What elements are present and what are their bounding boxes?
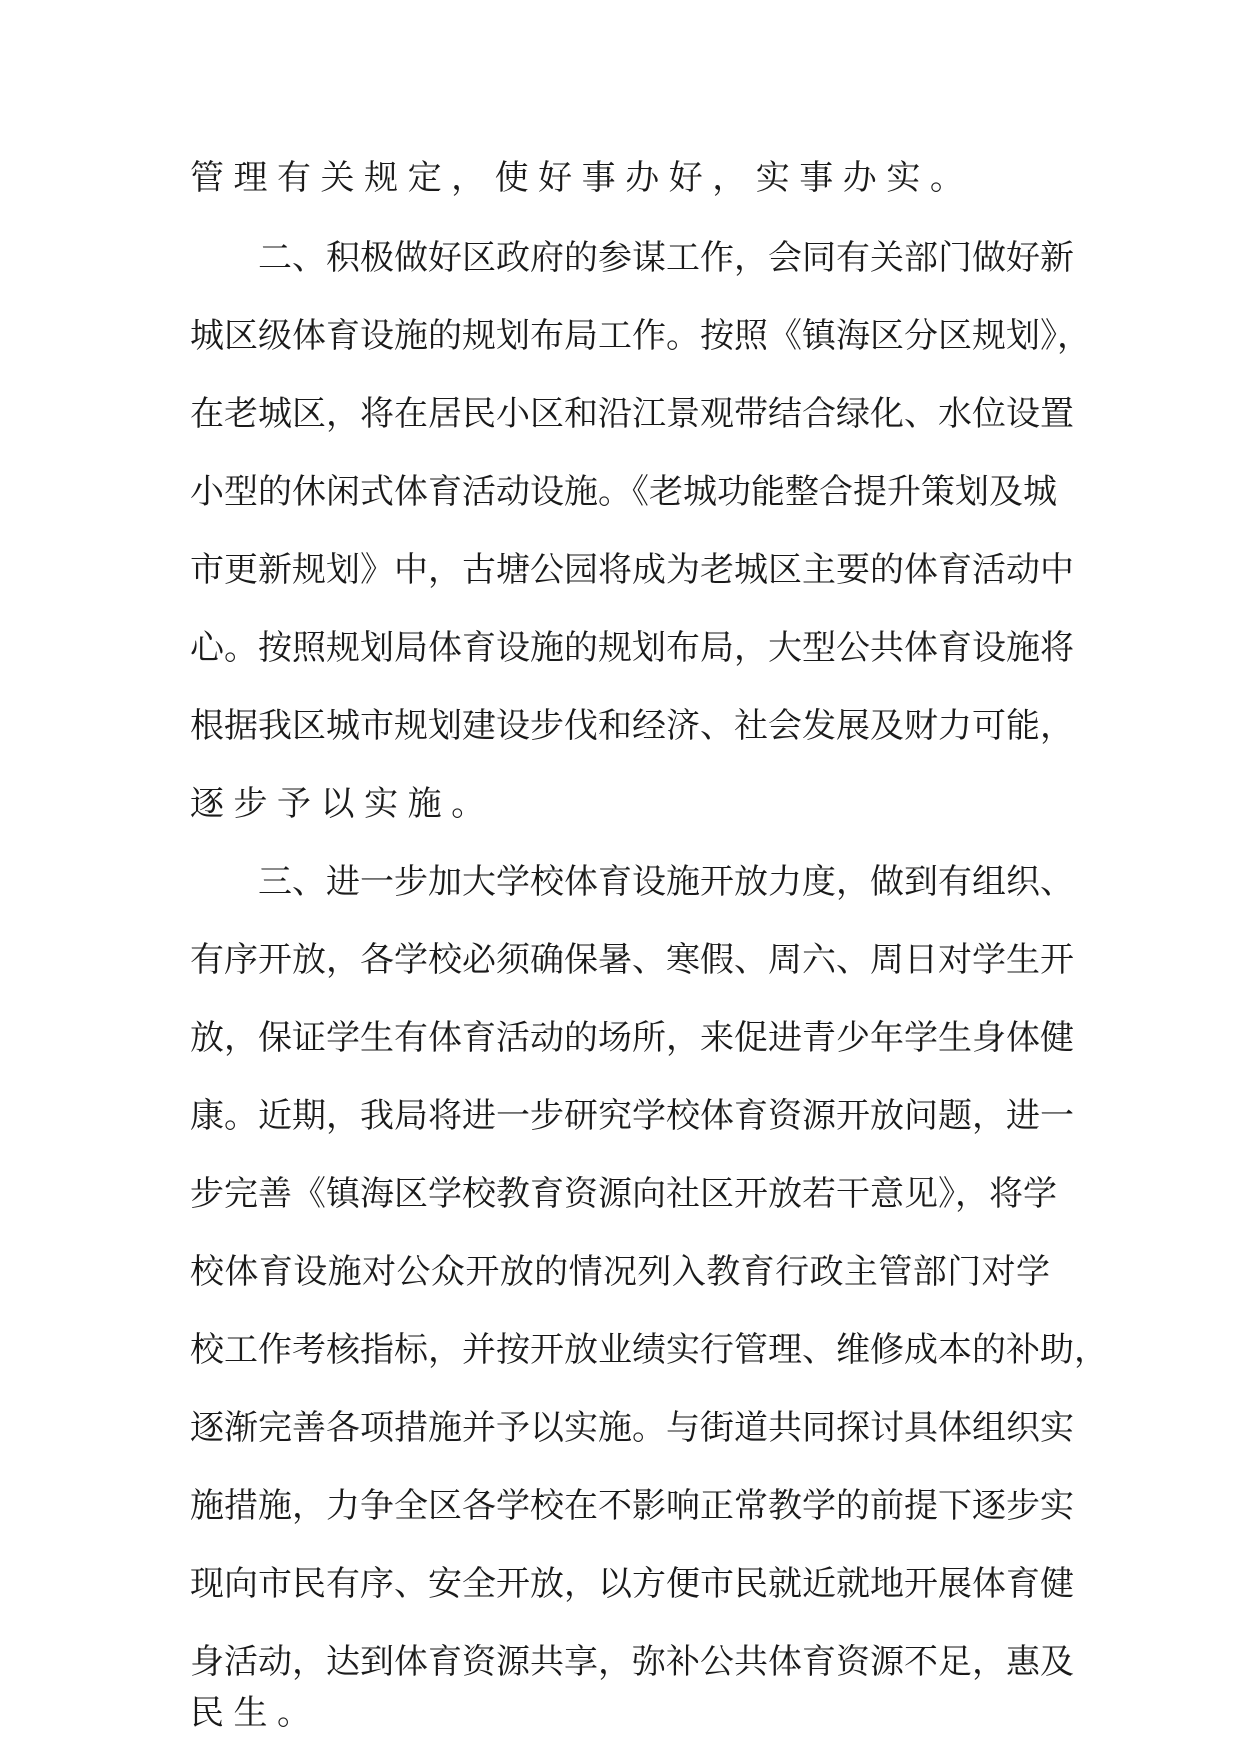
paragraph-3-line-10: 现向市民有序、安全开放，以方便市民就近就地开展体育健 [190,1564,1074,1604]
paragraph-3-line-4: 康。近期，我局将进一步研究学校体育资源开放问题，进一 [190,1096,1074,1136]
paragraph-3-line-7: 校工作考核指标，并按开放业绩实行管理、维修成本的补助， [190,1330,1108,1370]
paragraph-1-line-1: 管理有关规定，使好事办好，实事办实。 [190,158,974,198]
paragraph-2-line-2: 城区级体育设施的规划布局工作。按照《镇海区分区规划》， [190,316,1091,356]
paragraph-3-line-12: 民生。 [190,1693,321,1733]
paragraph-2-line-3: 在老城区，将在居民小区和沿江景观带结合绿化、水位设置 [190,394,1074,434]
paragraph-3-line-11: 身活动，达到体育资源共享，弥补公共体育资源不足，惠及 [190,1642,1074,1682]
paragraph-2-line-6: 心。按照规划局体育设施的规划布局，大型公共体育设施将 [190,628,1074,668]
paragraph-2-line-5: 市更新规划》中，古塘公园将成为老城区主要的体育活动中 [190,550,1074,590]
paragraph-3-line-6: 校体育设施对公众开放的情况列入教育行政主管部门对学 [190,1252,1050,1292]
paragraph-2-line-8: 逐步予以实施。 [190,784,495,824]
paragraph-2-line-1: 二、积极做好区政府的参谋工作，会同有关部门做好新 [258,238,1074,278]
paragraph-2-line-4: 小型的休闲式体育活动设施。《老城功能整合提升策划及城 [190,472,1057,512]
paragraph-2-line-7: 根据我区城市规划建设步伐和经济、社会发展及财力可能， [190,706,1074,746]
paragraph-3-line-8: 逐渐完善各项措施并予以实施。与街道共同探讨具体组织实 [190,1408,1074,1448]
paragraph-3-line-3: 放，保证学生有体育活动的场所，来促进青少年学生身体健 [190,1018,1074,1058]
paragraph-3-line-9: 施措施，力争全区各学校在不影响正常教学的前提下逐步实 [190,1486,1074,1526]
paragraph-3-line-2: 有序开放，各学校必须确保暑、寒假、周六、周日对学生开 [190,940,1074,980]
paragraph-3-line-5: 步完善《镇海区学校教育资源向社区开放若干意见》，将学 [190,1174,1057,1214]
paragraph-3-line-1: 三、进一步加大学校体育设施开放力度，做到有组织、 [258,862,1074,902]
